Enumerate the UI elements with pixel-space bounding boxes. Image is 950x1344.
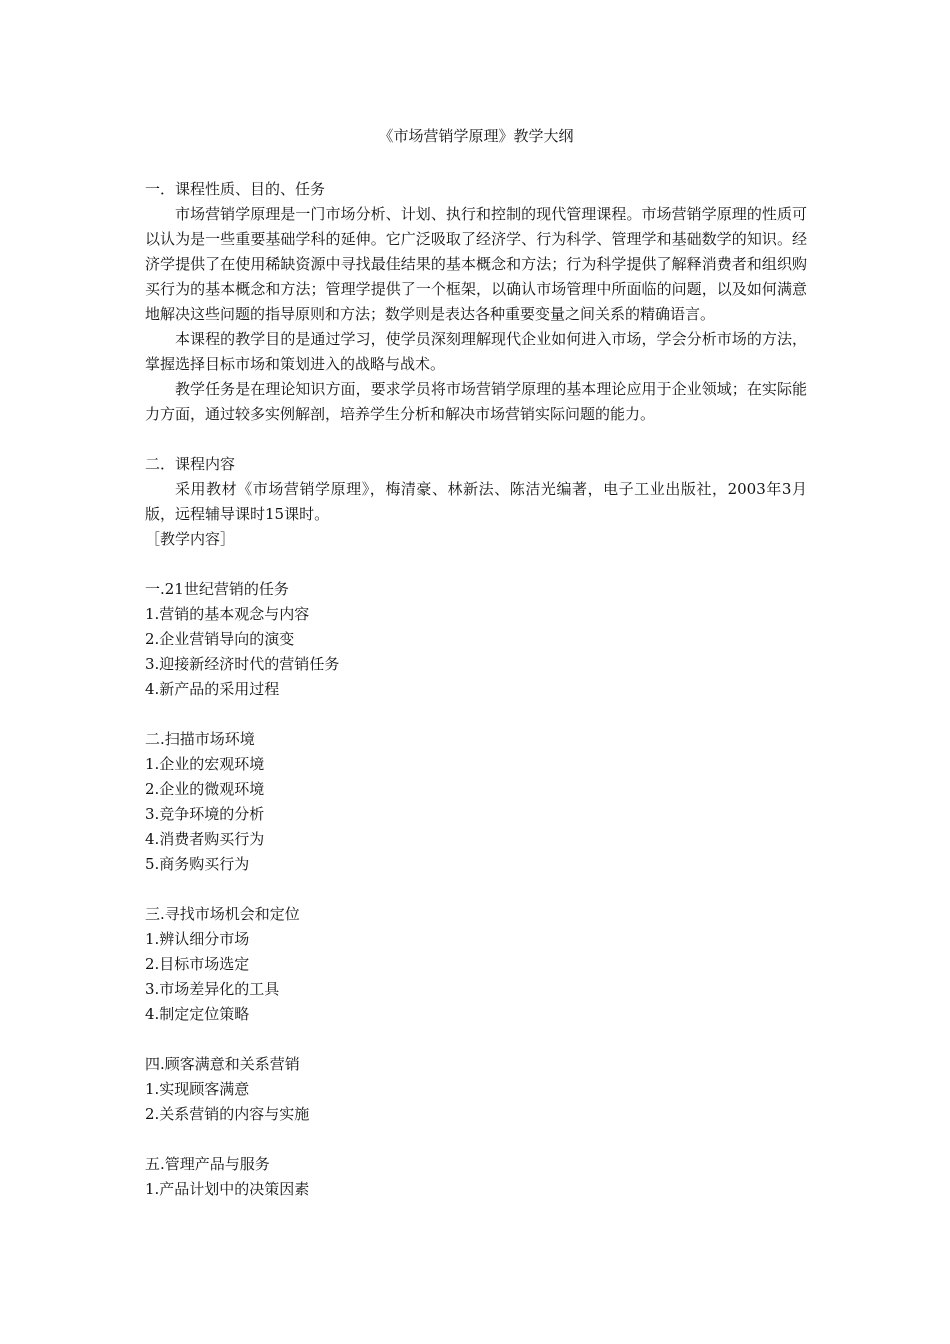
document-title: 《市场营销学原理》教学大纲 bbox=[378, 127, 574, 145]
chapter-item: 2.关系营销的内容与实施 bbox=[145, 1105, 310, 1123]
chapter-heading: 一.21世纪营销的任务 bbox=[145, 580, 289, 598]
teaching-content-label: ［教学内容］ bbox=[145, 530, 236, 548]
paragraph-nature: 市场营销学原理是一门市场分析、计划、执行和控制的现代管理课程。市场营销学原理的性质可以认为是一些重要基础学科的延伸。它广泛吸取了经济学、行为科学、管理学和基础数学的知识。经济学提供了在使用稀缺资源中寻找最佳结果的基本概念和方法；行为科学提供了解释消费者和组织购买行为的基本概念和方法；管理学提供了一个框架，以确认市场管理中所面临的问题，以及如何满意地解决这些问题的指导原则和方法；数学则是表达各种重要变量之间关系的精确语言。 bbox=[145, 205, 807, 323]
chapter-item: 4.制定定位策略 bbox=[145, 1005, 250, 1023]
chapter-item: 3.竞争环境的分析 bbox=[145, 805, 265, 823]
paragraph-task: 教学任务是在理论知识方面，要求学员将市场营销学原理的基本理论应用于企业领域；在实际能力方面，通过较多实例解剖，培养学生分析和解决市场营销实际问题的能力。 bbox=[145, 380, 807, 423]
chapter-item: 2.企业营销导向的演变 bbox=[145, 630, 295, 648]
spacer bbox=[145, 702, 807, 727]
section-heading-nature: 一．课程性质、目的、任务 bbox=[145, 180, 326, 198]
chapter-item: 1.辨认细分市场 bbox=[145, 930, 250, 948]
chapter-item: 3.迎接新经济时代的营销任务 bbox=[145, 655, 340, 673]
chapter-heading: 四.顾客满意和关系营销 bbox=[145, 1055, 300, 1073]
chapter-item: 5.商务购买行为 bbox=[145, 855, 250, 873]
chapter-heading: 三.寻找市场机会和定位 bbox=[145, 905, 300, 923]
spacer bbox=[145, 877, 807, 902]
chapter-item: 3.市场差异化的工具 bbox=[145, 980, 280, 998]
spacer bbox=[145, 427, 807, 452]
section-heading-content: 二．课程内容 bbox=[145, 455, 236, 473]
chapter-item: 4.消费者购买行为 bbox=[145, 830, 265, 848]
chapter-item: 4.新产品的采用过程 bbox=[145, 680, 280, 698]
chapter-item: 2.目标市场选定 bbox=[145, 955, 250, 973]
chapter-heading: 五.管理产品与服务 bbox=[145, 1155, 270, 1173]
spacer bbox=[145, 1127, 807, 1152]
chapter-item: 1.企业的宏观环境 bbox=[145, 755, 265, 773]
chapter-item: 1.营销的基本观念与内容 bbox=[145, 605, 310, 623]
chapter-item: 2.企业的微观环境 bbox=[145, 780, 265, 798]
chapter-item: 1.产品计划中的决策因素 bbox=[145, 1180, 310, 1198]
document-page bbox=[145, 124, 807, 1202]
spacer bbox=[145, 1027, 807, 1052]
paragraph-textbook: 采用教材《市场营销学原理》，梅清豪、林新法、陈洁光编著，电子工业出版社，2003年3月版，远程辅导课时15课时。 bbox=[145, 480, 807, 523]
paragraph-purpose: 本课程的教学目的是通过学习，使学员深刻理解现代企业如何进入市场，学会分析市场的方法，掌握选择目标市场和策划进入的战略与战术。 bbox=[145, 330, 807, 373]
chapter-item: 1.实现顾客满意 bbox=[145, 1080, 250, 1098]
chapter-heading: 二.扫描市场环境 bbox=[145, 730, 255, 748]
spacer bbox=[145, 552, 807, 577]
